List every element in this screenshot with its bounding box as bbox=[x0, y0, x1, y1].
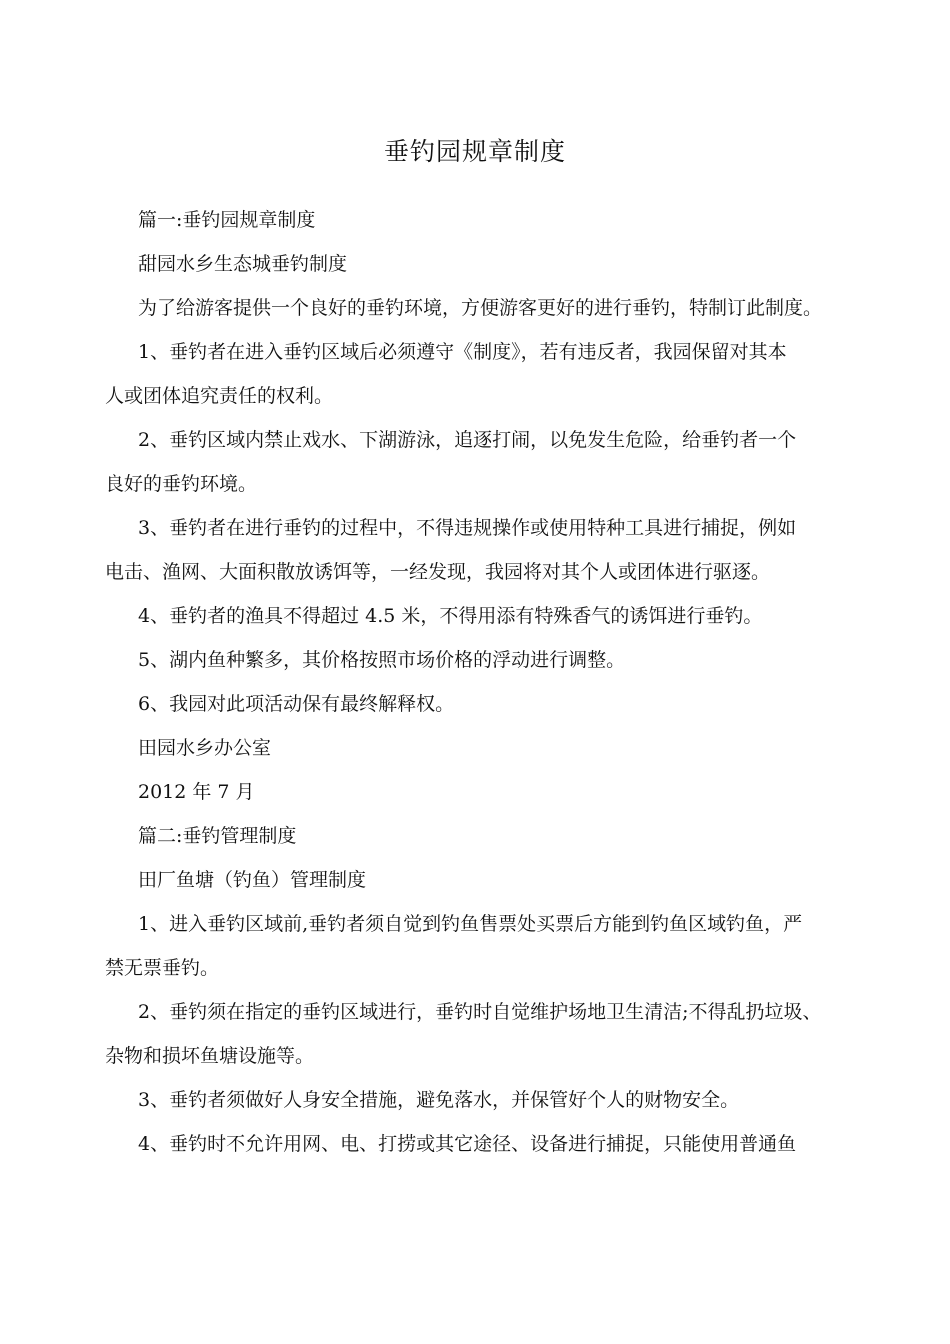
paragraph bbox=[105, 286, 865, 330]
paragraph-line: 2、垂钓须在指定的垂钓区域进行，垂钓时自觉维护场地卫生清洁;不得乱扔垃圾、 bbox=[138, 1001, 822, 1023]
paragraph-line: 1、垂钓者在进入垂钓区域后必须遵守《制度》，若有违反者，我园保留对其本 bbox=[138, 341, 787, 363]
paragraph-line: 3、垂钓者须做好人身安全措施，避免落水，并保管好个人的财物安全。 bbox=[138, 1089, 740, 1111]
paragraph bbox=[105, 1122, 865, 1166]
paragraph bbox=[105, 770, 865, 814]
paragraph bbox=[105, 726, 865, 770]
paragraph-line: 甜园水乡生态城垂钓制度 bbox=[138, 253, 348, 275]
page-title: 垂钓园规章制度 bbox=[383, 137, 566, 166]
paragraph-line: 2012 年 7 月 bbox=[138, 781, 255, 803]
paragraph bbox=[105, 594, 865, 638]
paragraph-line: 田厂鱼塘（钓鱼）管理制度 bbox=[138, 869, 367, 891]
paragraph-line: 4、垂钓者的渔具不得超过 4.5 米，不得用添有特殊香气的诱饵进行垂钓。 bbox=[138, 605, 763, 627]
paragraph-line: 5、湖内鱼种繁多，其价格按照市场价格的浮动进行调整。 bbox=[138, 649, 626, 671]
paragraph-line: 人或团体追究责任的权利。 bbox=[105, 385, 334, 407]
paragraph bbox=[105, 682, 865, 726]
paragraph-line: 1、进入垂钓区域前,垂钓者须自觉到钓鱼售票处买票后方能到钓鱼区域钓鱼，严 bbox=[138, 913, 803, 935]
paragraph bbox=[105, 990, 865, 1078]
paragraph-line: 杂物和损坏鱼塘设施等。 bbox=[105, 1045, 315, 1067]
paragraph-line: 2、垂钓区域内禁止戏水、下湖游泳，追逐打闹，以免发生危险，给垂钓者一个 bbox=[138, 429, 797, 451]
paragraph-line: 篇二:垂钓管理制度 bbox=[138, 825, 297, 847]
document-body bbox=[105, 198, 865, 1166]
paragraph bbox=[105, 638, 865, 682]
paragraph bbox=[105, 418, 865, 506]
paragraph-line: 禁无票垂钓。 bbox=[105, 957, 220, 979]
paragraph-line: 电击、渔网、大面积散放诱饵等，一经发现，我园将对其个人或团体进行驱逐。 bbox=[105, 561, 771, 583]
paragraph-line: 篇一:垂钓园规章制度 bbox=[138, 209, 316, 231]
paragraph bbox=[105, 1078, 865, 1122]
paragraph bbox=[105, 198, 865, 242]
paragraph bbox=[105, 330, 865, 418]
paragraph-line: 3、垂钓者在进行垂钓的过程中，不得违规操作或使用特种工具进行捕捉，例如 bbox=[138, 517, 797, 539]
paragraph-line: 良好的垂钓环境。 bbox=[105, 473, 258, 495]
paragraph bbox=[105, 242, 865, 286]
paragraph bbox=[105, 814, 865, 858]
paragraph bbox=[105, 902, 865, 990]
paragraph bbox=[105, 506, 865, 594]
paragraph-line: 6、我园对此项活动保有最终解释权。 bbox=[138, 693, 455, 715]
paragraph bbox=[105, 858, 865, 902]
paragraph-line: 为了给游客提供一个良好的垂钓环境，方便游客更好的进行垂钓，特制订此制度。 bbox=[138, 297, 823, 319]
paragraph-line: 4、垂钓时不允许用网、电、打捞或其它途径、设备进行捕捉，只能使用普通鱼 bbox=[138, 1133, 797, 1155]
paragraph-line: 田园水乡办公室 bbox=[138, 737, 272, 759]
